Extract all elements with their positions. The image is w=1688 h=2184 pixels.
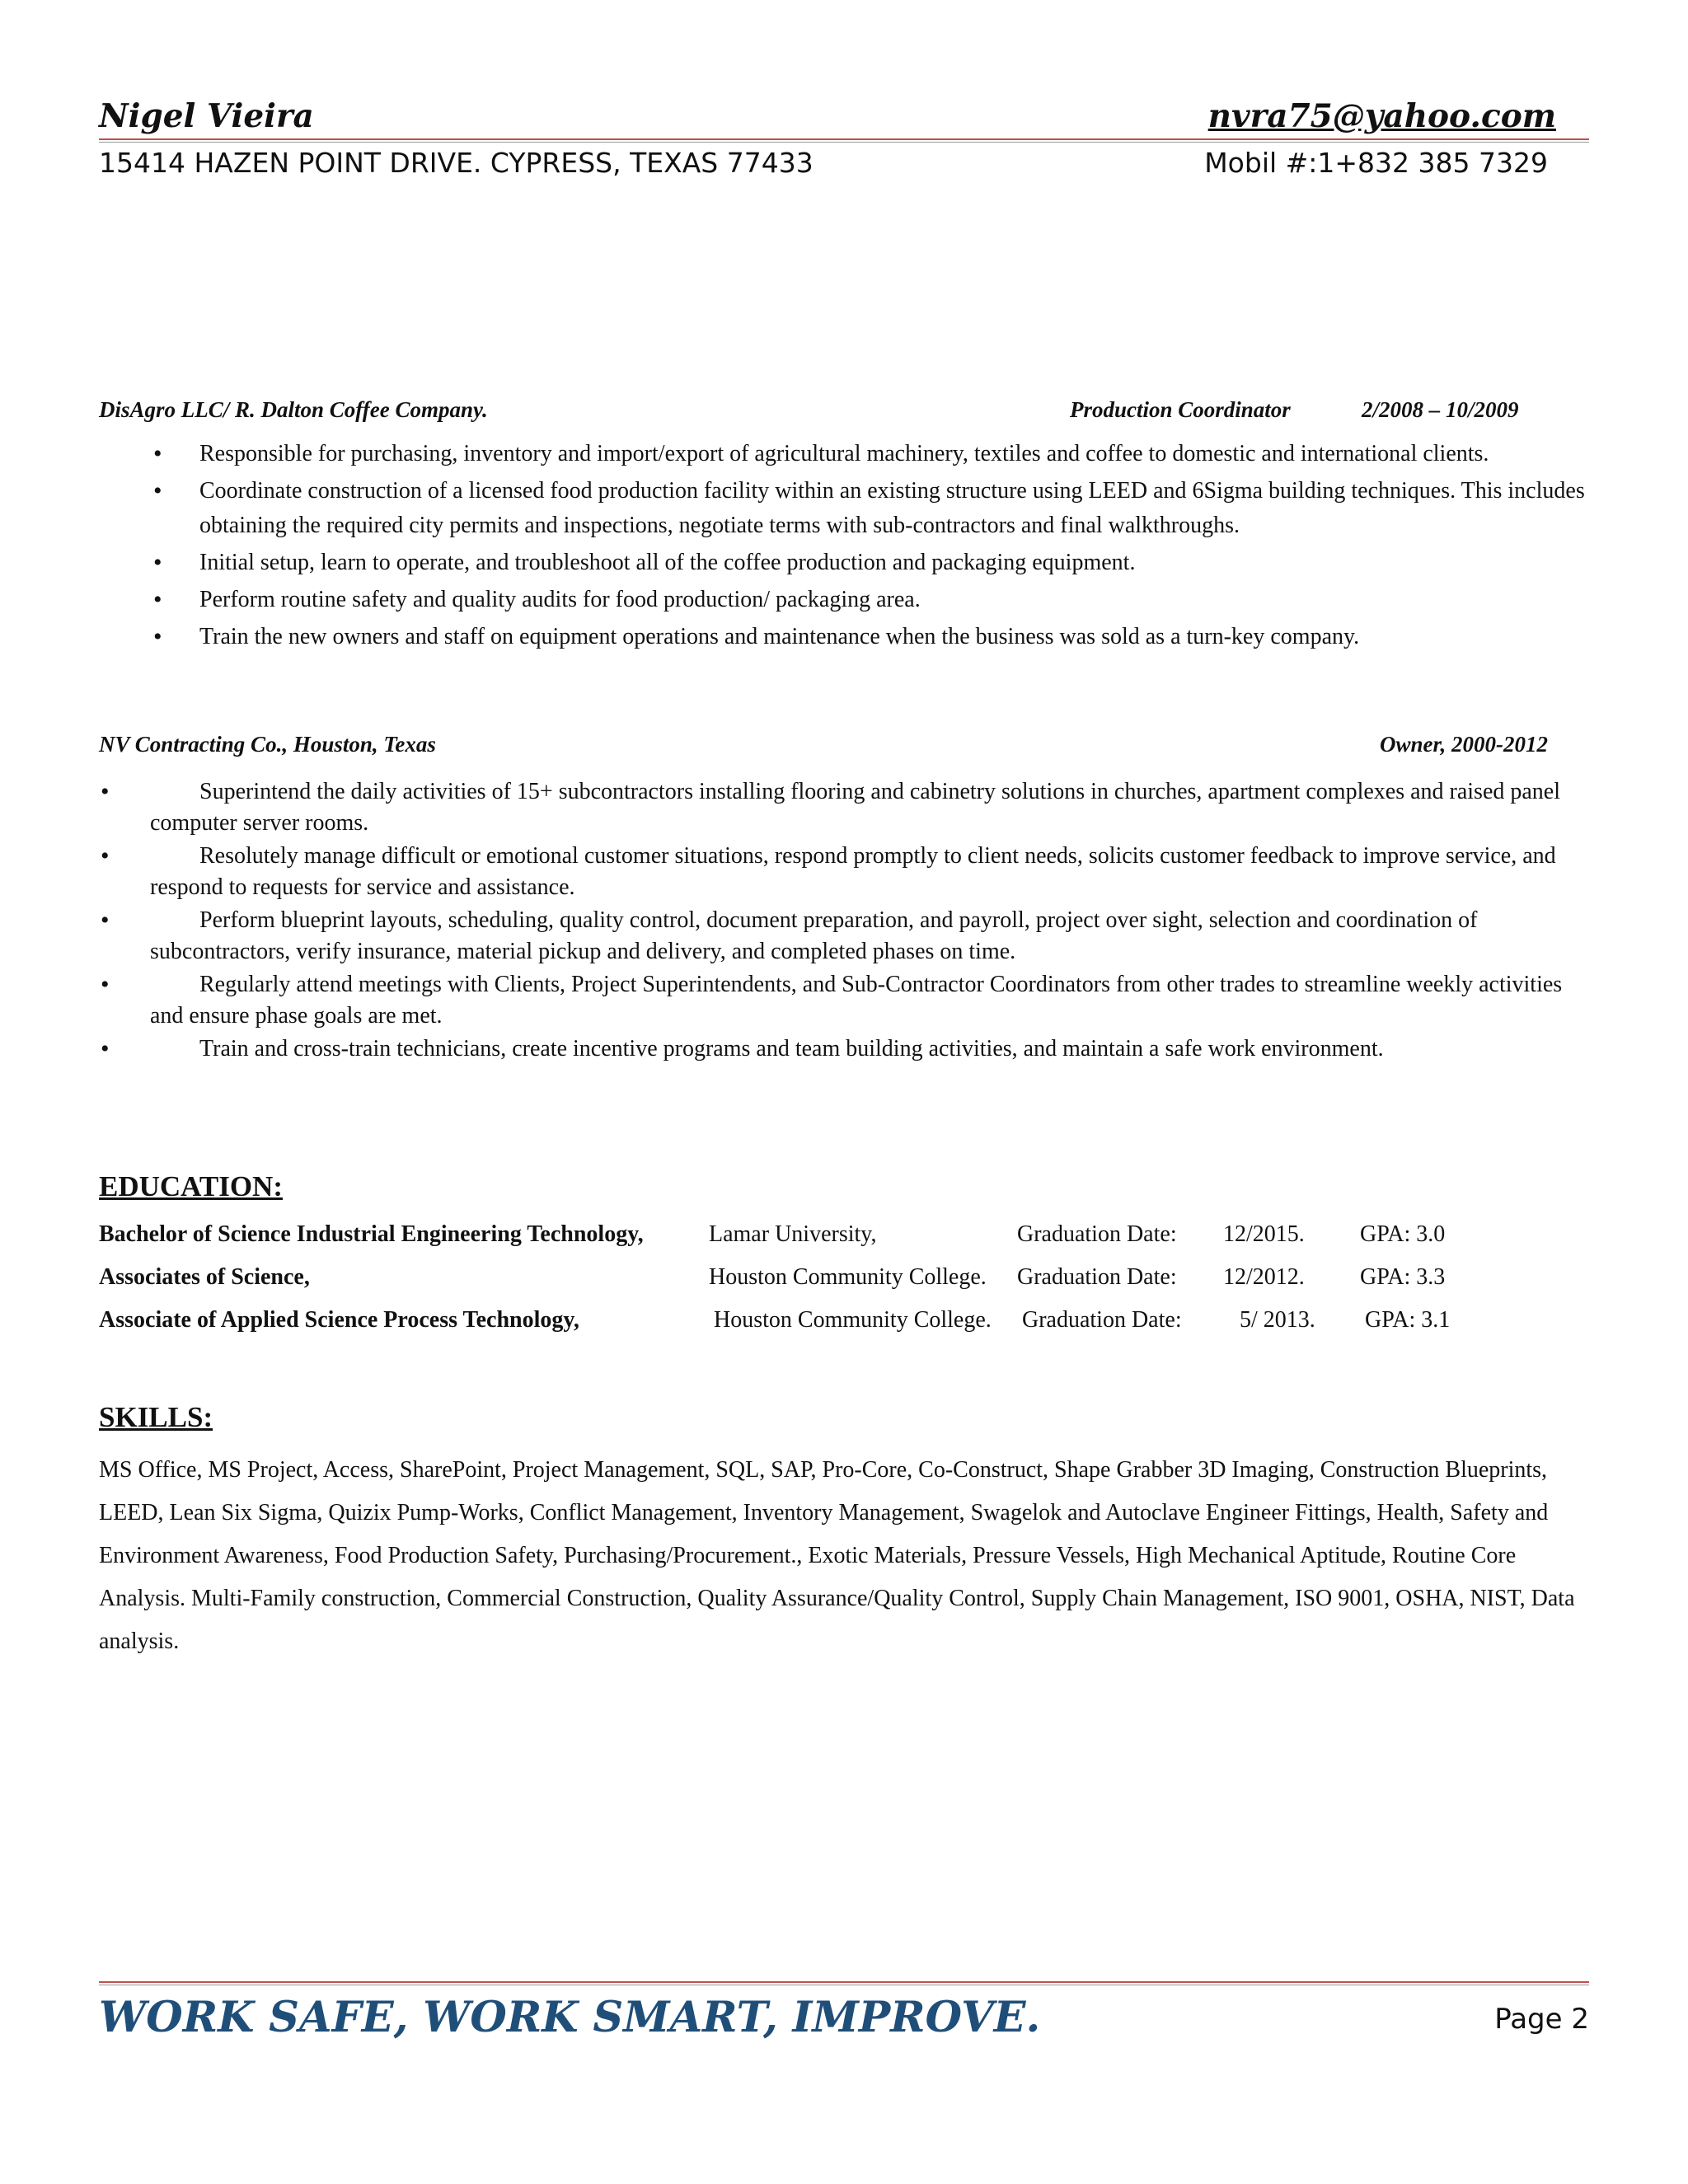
job-2-bullet [101, 1033, 1601, 1065]
job-1-bullet: • Responsible for purchasing, inventory and import/export of agricultural machinery, textiles and coffee to domestic and international clients. [99, 437, 1599, 471]
header-rule-secondary [99, 142, 1589, 143]
edu-grad-date: 12/2012. [1223, 1264, 1305, 1290]
job-1-bullet: • Initial setup, learn to operate, and troubleshoot all of the coffee production and packaging equipment. [99, 546, 1599, 580]
bullet-icon: • [101, 778, 110, 805]
job-1-company: DisAgro LLC/ R. Dalton Coffee Company. [99, 397, 488, 422]
edu-grad-date: 12/2015. [1223, 1221, 1305, 1247]
edu-degree: Associate of Applied Science Process Technology, [99, 1307, 579, 1333]
job-1-bullet: • Train the new owners and staff on equipment operations and maintenance when the business was sold as a turn-key company. [99, 620, 1599, 654]
job-2-bullet-text: Perform blueprint layouts, scheduling, quality control, document preparation, and payroll, project over sight, selection and coordination of subcontractors, verify insurance, material pickup and delivery, and completed phases on time. [150, 907, 1478, 964]
job-2-company: NV Contracting Co., Houston, Texas [99, 732, 436, 757]
job-1-position: Production Coordinator [1070, 397, 1291, 422]
job-2-bullet-text: Resolutely manage difficult or emotional customer situations, respond promptly to client needs, solicits customer feedback to improve service, and respond to requests for service and assistance. [150, 843, 1556, 900]
job-2-bullet [101, 905, 1601, 968]
education-heading: EDUCATION: [99, 1170, 283, 1202]
job-2-bullet-text: Train and cross-train technicians, create incentive programs and team building activities, and maintain a safe work environment. [199, 1036, 1384, 1062]
job-2-position: Owner, 2000-2012 [1379, 732, 1548, 757]
edu-gpa: GPA: 3.1 [1365, 1307, 1451, 1333]
edu-grad-date: 5/ 2013. [1240, 1307, 1315, 1333]
edu-school: Houston Community College. [714, 1307, 992, 1333]
phone-number: Mobil #:1+832 385 7329 [1204, 147, 1548, 179]
edu-school: Lamar University, [709, 1221, 877, 1247]
header-rule [99, 138, 1589, 140]
job-2-bullet-list [101, 776, 1601, 1066]
bullet-icon: • [101, 842, 110, 869]
edu-grad-label: Graduation Date: [1017, 1221, 1177, 1247]
footer-rule [99, 1981, 1589, 1983]
footer-slogan: WORK SAFE, WORK SMART, IMPROVE. [99, 1993, 1041, 2042]
edu-grad-label: Graduation Date: [1022, 1307, 1182, 1333]
skills-text: MS Office, MS Project, Access, SharePoint, Project Management, SQL, SAP, Pro-Core, Co-Construct, Shape Grabber 3D Imaging, Construction Blueprints, LEED, Lean Six Sigma, Quizix Pump-Works, Conflict Management, Inventory Management, Swagelok and Autoclave Engineer Fittings, Health, Safety and Environment Awareness, Food Production Safety, Purchasing/Procurement., Exotic Materials, Pressure Vessels, High Mechanical Aptitude, Routine Core Analysis. Multi-Family construction, Commercial Construction, Quality Assurance/Quality Control, Supply Chain Management, ISO 9001, OSHA, NIST, Data analysis. [99, 1457, 1575, 1654]
edu-degree: Bachelor of Science Industrial Engineering Technology, [99, 1221, 644, 1247]
job-1-dates: 2/2008 – 10/2009 [1362, 397, 1519, 422]
job-1-bullet: • Coordinate construction of a licensed food production facility within an existing structure using LEED and 6Sigma building techniques. This includes obtaining the required city permits and inspections, negotiate terms with sub-contractors and final walkthroughs. [99, 474, 1599, 543]
bullet-icon: • [101, 1035, 110, 1062]
job-1-bullet: • Perform routine safety and quality audits for food production/ packaging area. [99, 583, 1599, 617]
job-2-bullet [101, 969, 1601, 1032]
page-number: Page 2 [1494, 2003, 1589, 2036]
job-2-bullet-text: Regularly attend meetings with Clients, Project Superintendents, and Sub-Contractor Coordinators from other trades to streamline weekly activities and ensure phase goals are met. [150, 972, 1563, 1029]
job-2-bullet-text: Superintend the daily activities of 15+ subcontractors installing flooring and cabinetry solutions in churches, apartment complexes and raised panel computer server rooms. [150, 779, 1561, 836]
job-2-bullet [101, 841, 1601, 903]
skills-heading: SKILLS: [99, 1401, 213, 1433]
job-1-bullet-list [99, 437, 1599, 657]
bullet-icon: • [101, 907, 110, 934]
job-2-bullet [101, 776, 1601, 839]
bullet-icon: • [101, 971, 110, 998]
edu-grad-label: Graduation Date: [1017, 1264, 1177, 1290]
address: 15414 HAZEN POINT DRIVE. CYPRESS, TEXAS 77433 [99, 147, 814, 179]
edu-degree: Associates of Science, [99, 1264, 310, 1290]
email-link[interactable]: nvra75@yahoo.com [1207, 97, 1556, 135]
edu-gpa: GPA: 3.3 [1360, 1264, 1446, 1290]
candidate-name: Nigel Vieira [99, 97, 314, 135]
edu-school: Houston Community College. [709, 1264, 987, 1290]
edu-gpa: GPA: 3.0 [1360, 1221, 1446, 1247]
